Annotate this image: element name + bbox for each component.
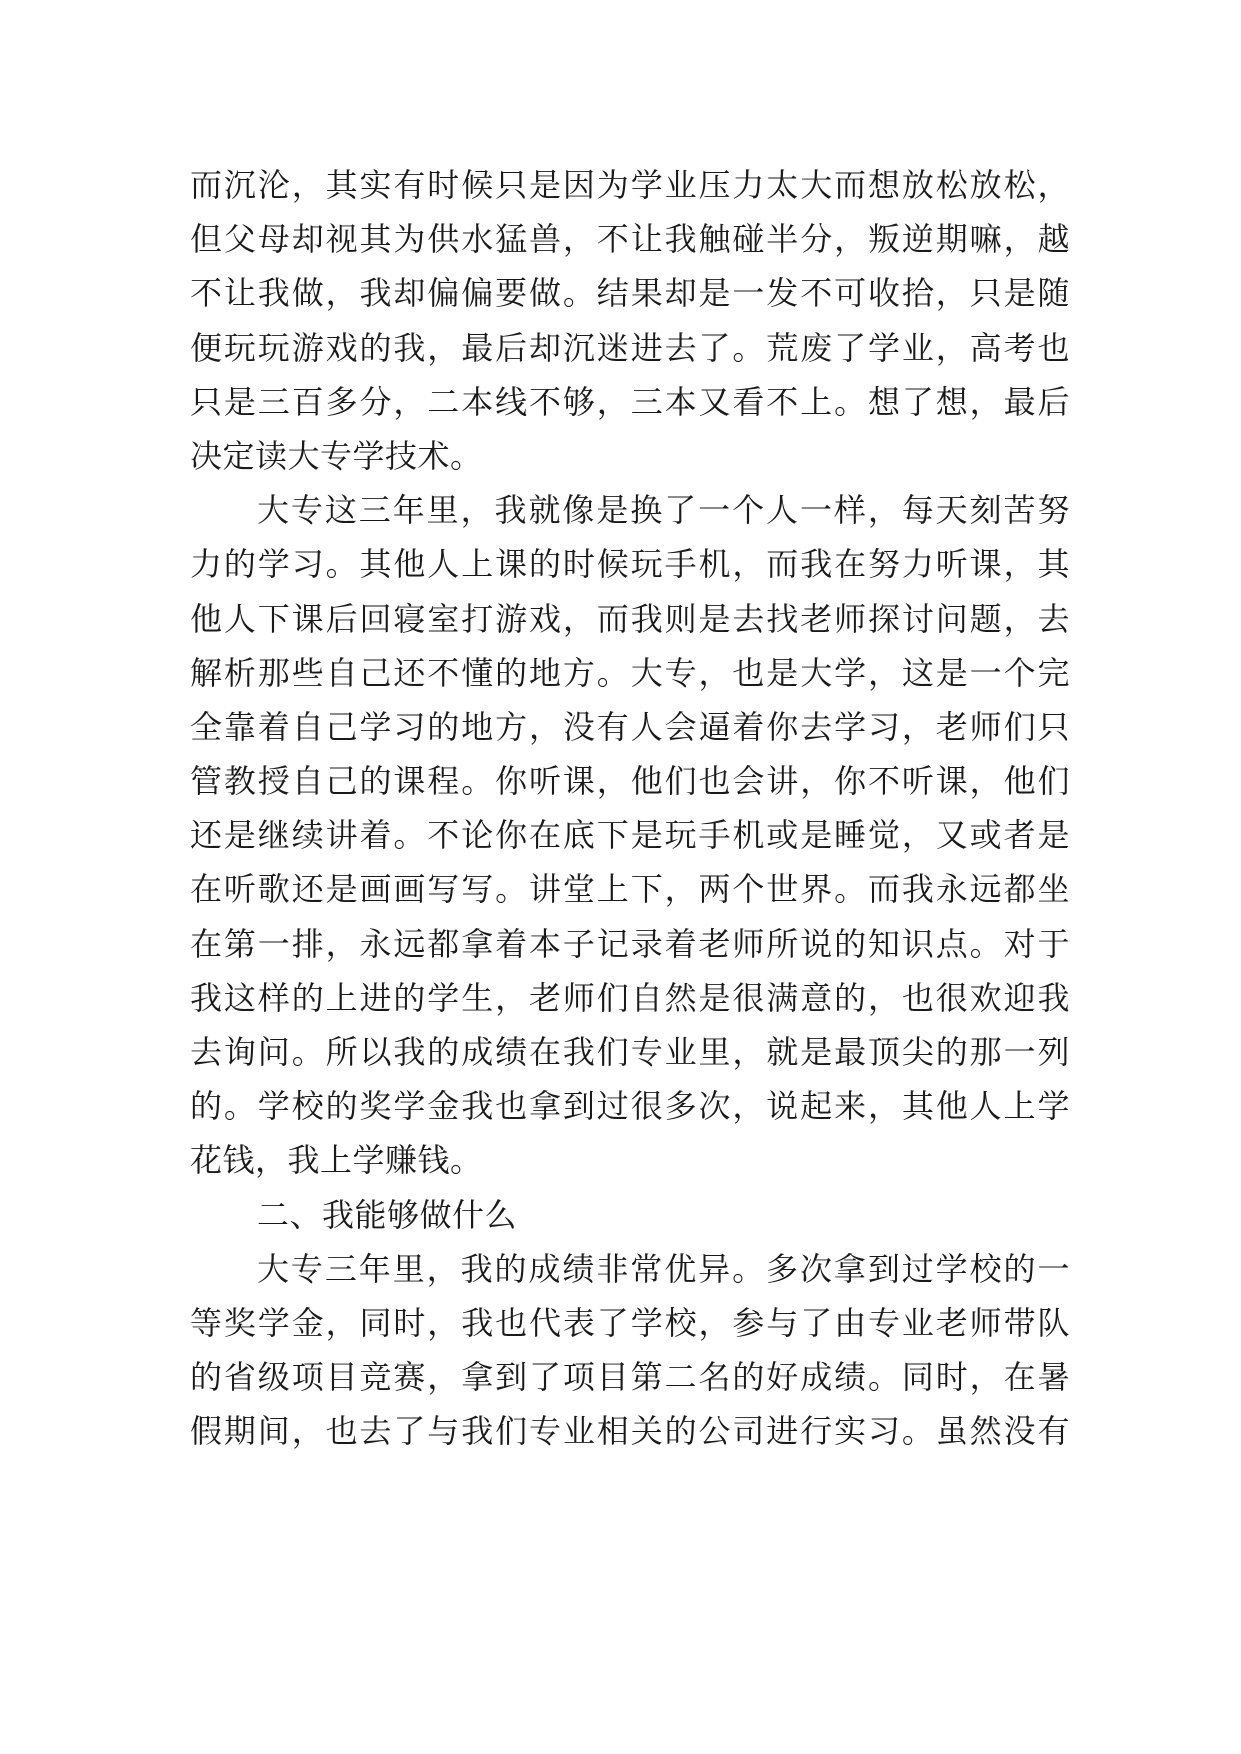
text-line: 不让我做，我却偏偏要做。结果却是一发不可收拾，只是随 xyxy=(190,274,1070,313)
text-line: 而沉沦，其实有时候只是因为学业压力太大而想放松放松， xyxy=(190,166,1070,204)
text-line: 他人下课后回寝室打游戏，而我则是去找老师探讨问题，去 xyxy=(190,599,1070,638)
text-line: 的省级项目竞赛，拿到了项目第二名的好成绩。同时，在暑 xyxy=(190,1358,1070,1397)
text-line: 决定读大专学技术。 xyxy=(190,436,483,475)
text-line: 在听歌还是画画写写。讲堂上下，两个世界。而我永远都坐 xyxy=(190,870,1070,909)
section-heading: 二、我能够做什么 xyxy=(257,1195,518,1234)
paragraph-first-line: 大专这三年里，我就像是换了一个人一样，每天刻苦努 xyxy=(257,491,1070,530)
text-line: 便玩玩游戏的我，最后却沉迷进去了。荒废了学业，高考也 xyxy=(190,328,1070,367)
text-line: 花钱，我上学赚钱。 xyxy=(190,1141,483,1180)
document-body xyxy=(190,158,1070,1459)
text-line: 全靠着自己学习的地方，没有人会逼着你去学习，老师们只 xyxy=(190,707,1070,746)
text-line: 去询问。所以我的成绩在我们专业里，就是最顶尖的那一列 xyxy=(190,1033,1070,1071)
text-line: 等奖学金，同时，我也代表了学校，参与了由专业老师带队 xyxy=(190,1303,1070,1342)
text-line: 力的学习。其他人上课的时候玩手机，而我在努力听课，其 xyxy=(190,545,1070,584)
text-line: 的。学校的奖学金我也拿到过很多次，说起来，其他人上学 xyxy=(190,1087,1070,1126)
text-line: 管教授自己的课程。你听课，他们也会讲，你不听课，他们 xyxy=(190,762,1070,801)
text-line: 还是继续讲着。不论你在底下是玩手机或是睡觉，又或者是 xyxy=(190,816,1070,855)
text-line: 在第一排，永远都拿着本子记录着老师所说的知识点。对于 xyxy=(190,924,1070,963)
text-line: 我这样的上进的学生，老师们自然是很满意的，也很欢迎我 xyxy=(190,978,1070,1017)
text-line: 只是三百多分，二本线不够，三本又看不上。想了想，最后 xyxy=(190,382,1070,421)
text-line: 假期间，也去了与我们专业相关的公司进行实习。虽然没有 xyxy=(190,1412,1070,1451)
paragraph-first-line: 大专三年里，我的成绩非常优异。多次拿到过学校的一 xyxy=(257,1249,1070,1288)
text-line: 解析那些自己还不懂的地方。大专，也是大学，这是一个完 xyxy=(190,653,1070,692)
text-line: 但父母却视其为供水猛兽，不让我触碰半分，叛逆期嘛，越 xyxy=(190,220,1070,259)
